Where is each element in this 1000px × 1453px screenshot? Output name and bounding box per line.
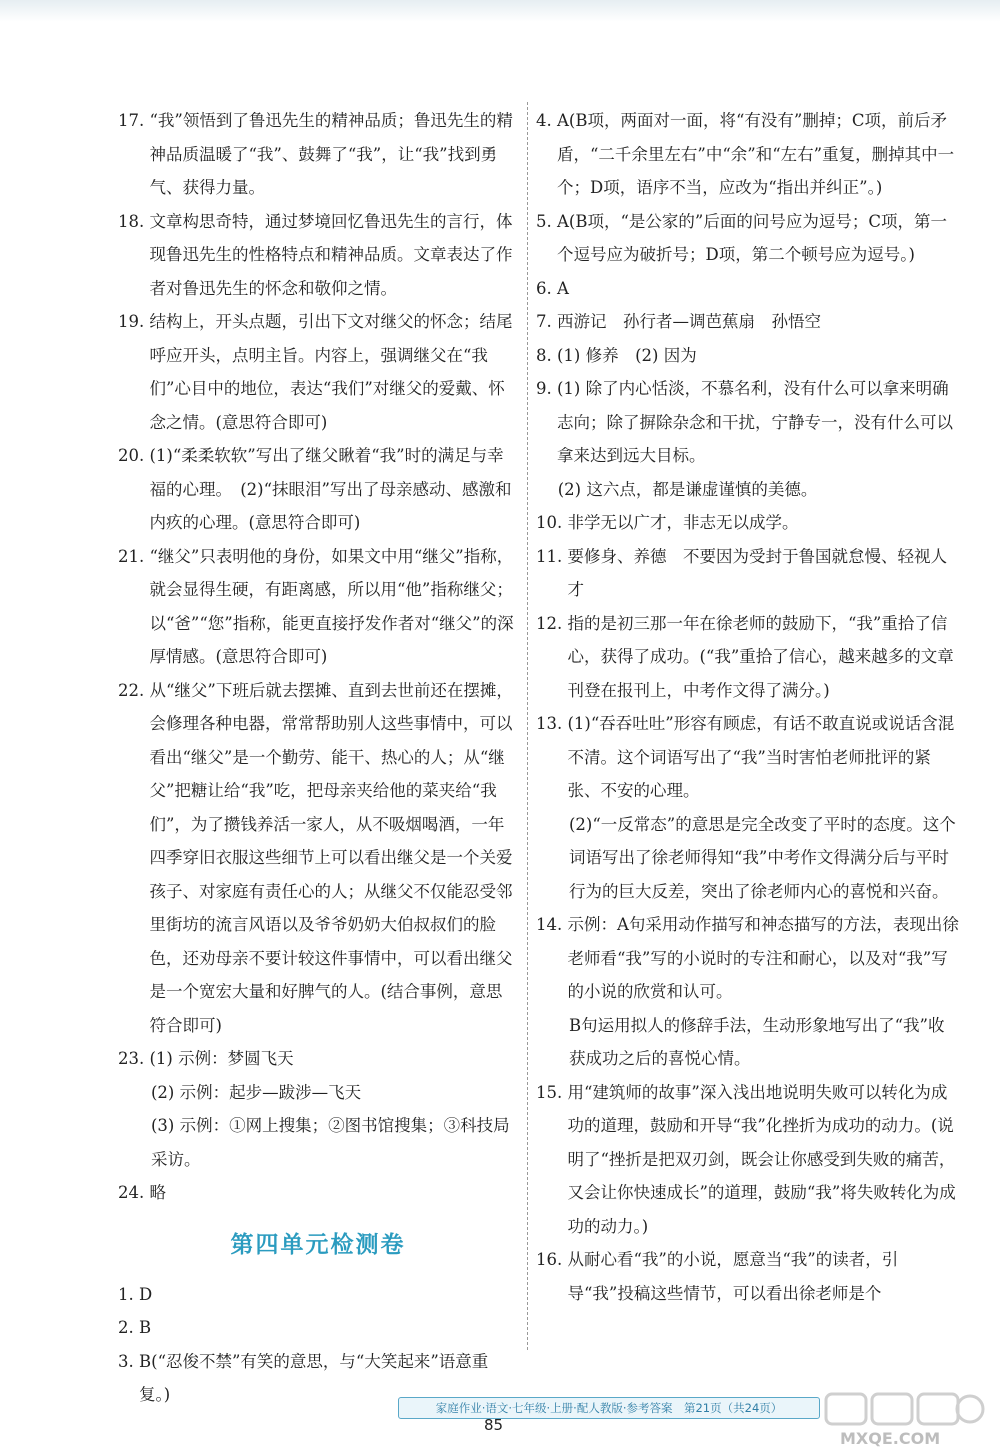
answer-number: 21. xyxy=(118,546,150,566)
answer-text: (1) 示例：梦圆飞天 xyxy=(149,1049,294,1068)
section-title: 第四单元检测卷 xyxy=(230,1231,406,1258)
answer-number: 7. xyxy=(536,312,557,331)
answer-item xyxy=(536,372,960,473)
answer-item xyxy=(118,1076,518,1110)
answer-item xyxy=(536,808,960,909)
answer-number: 1. xyxy=(118,1284,139,1304)
answer-item xyxy=(118,1311,518,1345)
answer-item xyxy=(118,674,518,1043)
answer-item xyxy=(536,540,960,607)
answer-number: 19. xyxy=(118,312,150,331)
answer-text: “我”领悟到了鲁迅先生的精神品质；鲁迅先生的精神品质温暖了“我”、鼓舞了“我”，让“我”找到勇气、获得力量。 xyxy=(149,111,513,197)
watermark-logo xyxy=(820,1390,990,1450)
answer-item xyxy=(118,540,518,674)
answer-text: 用“建筑师的故事”深入浅出地说明失败可以转化为成功的道理，鼓励和开导“我”化挫折为成功的动力。(说明了“挫折是把双刃剑，既会让你感受到失败的痛苦，又会让你快速成长”的道理，鼓励“我”将失败转化为成功的动力。) xyxy=(567,1082,956,1236)
left-column xyxy=(118,104,518,1412)
answer-text: (1) 除了内心恬淡，不慕名利，没有什么可以拿来明确志向；除了摒除杂念和干扰，宁静专一，没有什么可以拿来达到远大目标。 xyxy=(557,379,953,465)
answer-number: 2. xyxy=(118,1318,139,1337)
answer-item xyxy=(536,272,960,306)
answer-text: 文章构思奇特，通过梦境回忆鲁迅先生的言行，体现鲁迅先生的性格特点和精神品质。文章表达了作者对鲁迅先生的怀念和敬仰之情。 xyxy=(149,211,513,298)
answer-item xyxy=(536,1076,960,1244)
answer-text: 略 xyxy=(149,1183,166,1202)
answer-item xyxy=(536,473,960,507)
answer-item xyxy=(536,205,960,272)
answer-number: 9. xyxy=(536,379,557,398)
answer-text: A(B项，“是公家的”后面的问号应为逗号；C项，第一个逗号应为破折号；D项，第二个顿号应为逗号。) xyxy=(557,211,947,264)
answer-number xyxy=(536,473,558,507)
answer-item xyxy=(118,1176,518,1210)
answer-number xyxy=(536,808,569,909)
answer-text: (3) 示例：①网上搜集；②图书馆搜集；③科技局采访。 xyxy=(151,1116,510,1169)
answer-number xyxy=(536,1009,569,1076)
answer-text: B xyxy=(139,1318,152,1337)
svg-text:MXQE.COM: MXQE.COM xyxy=(840,1429,941,1448)
answer-text: A xyxy=(557,278,569,298)
answer-item xyxy=(118,305,518,439)
answer-number: 17. xyxy=(118,111,150,130)
page-number: 85 xyxy=(484,1416,504,1434)
answer-text: 从“继父”下班后就去摆摊、直到去世前还在摆摊，会修理各种电器，常常帮助别人这些事情中，可以看出“继父”是一个勤劳、能干、热心的人；从“继父”把糖让给“我”吃，把母亲夹给他的菜夹给“我们”，为了攒钱养活一家人，从不吸烟喝酒，一年四季穿旧衣服这些细节上可以看出继父是一个关爱孩子、对家庭有责任心的人；从继父不仅能忍受邻里街坊的流言风语以及爷爷奶奶大伯叔叔们的脸色，还劝母亲不要计较这件事情中，可以看出继父是一个宽宏大量和好脾气的人。(结合事例，意思符合即可) xyxy=(149,680,513,1035)
answer-number: 12. xyxy=(536,613,568,633)
answer-number: 14. xyxy=(536,915,568,934)
answer-text: “继父”只表明他的身份，如果文中用“继父”指称，就会显得生硬，有距离感，所以用“他”指称继父；以“爸”“您”指称，能更直接抒发作者对“继父”的深厚情感。(意思符合即可) xyxy=(149,546,514,666)
answer-item xyxy=(536,1243,960,1310)
answer-number: 16. xyxy=(536,1250,568,1269)
answer-text: 西游记 孙行者—调芭蕉扇 孙悟空 xyxy=(557,312,821,331)
answer-text: 非学无以广才，非志无以成学。 xyxy=(567,513,799,532)
answer-text: A(B项，两面对一面，将“有没有”删掉；C项，前后矛盾，“二千余里左右”中“余”和“左右”重复，删掉其中一个；D项，语序不当，应改为“指出并纠正”。) xyxy=(557,111,955,197)
answer-item xyxy=(536,707,960,808)
answer-number: 23. xyxy=(118,1049,150,1068)
answer-number: 18. xyxy=(118,211,150,231)
answer-item xyxy=(536,506,960,540)
answer-text: 要修身、养德 不要因为受封于鲁国就怠慢、轻视人才 xyxy=(567,546,947,599)
answer-text: (1)“柔柔软软”写出了继父瞅着“我”时的满足与幸福的心理。 (2)“抹眼泪”写出了母亲感动、感激和内疚的心理。(意思符合即可) xyxy=(149,446,512,532)
column-divider xyxy=(527,102,528,1350)
answer-item xyxy=(118,104,518,205)
answer-item xyxy=(118,1278,518,1312)
answer-item xyxy=(118,1109,518,1176)
answer-number xyxy=(118,1109,151,1176)
answer-item xyxy=(536,339,960,373)
answer-text: B句运用拟人的修辞手法，生动形象地写出了“我”收获成功之后的喜悦心情。 xyxy=(569,1015,945,1068)
scan-top-band xyxy=(0,0,1000,22)
answer-item xyxy=(536,305,960,339)
footer-banner: 家庭作业·语文·七年级·上册·配人教版·参考答案 第21页（共24页） xyxy=(398,1397,820,1419)
answer-number: 15. xyxy=(536,1082,568,1102)
answer-text: 指的是初三那一年在徐老师的鼓励下，“我”重拾了信心，获得了成功。(“我”重拾了信心，越来越多的文章刊登在报刊上，中考作文得了满分。) xyxy=(567,613,954,700)
answer-number: 5. xyxy=(536,211,557,231)
answer-item xyxy=(536,104,960,205)
answer-number: 3. xyxy=(118,1351,139,1371)
answer-item xyxy=(536,908,960,1009)
answer-number: 22. xyxy=(118,680,150,700)
answer-text: (2) 示例：起步—跋涉—飞天 xyxy=(151,1082,362,1102)
answer-number: 13. xyxy=(536,714,568,733)
answer-text: (2)“一反常态”的意思是完全改变了平时的态度。这个词语写出了徐老师得知“我”中考作文得满分后与平时行为的巨大反差，突出了徐老师内心的喜悦和兴奋。 xyxy=(569,814,956,901)
answer-number: 10. xyxy=(536,513,568,532)
answer-text: D xyxy=(139,1284,153,1304)
answer-text: B(“忍俊不禁”有笑的意思，与“大笑起来”语意重复。) xyxy=(139,1351,489,1404)
answer-text: 从耐心看“我”的小说，愿意当“我”的读者，引导“我”投稿这些情节，可以看出徐老师是个 xyxy=(567,1250,899,1303)
right-column xyxy=(536,104,960,1310)
answer-number: 11. xyxy=(536,546,568,566)
answer-item xyxy=(536,1009,960,1076)
answer-item xyxy=(118,439,518,540)
answer-text: (1)“吞吞吐吐”形容有顾虑，有话不敢直说或说话含混不清。这个词语写出了“我”当时害怕老师批评的紧张、不安的心理。 xyxy=(567,714,955,800)
answer-text: (2) 这六点，都是谦虚谨慎的美德。 xyxy=(557,479,818,499)
answer-number xyxy=(118,1076,151,1110)
answer-number: 24. xyxy=(118,1183,150,1202)
answer-item xyxy=(118,205,518,306)
answer-number: 8. xyxy=(536,345,557,365)
answer-number: 6. xyxy=(536,278,557,298)
answer-item xyxy=(118,1042,518,1076)
answer-text: (1) 修养 (2) 因为 xyxy=(557,345,697,365)
answer-item xyxy=(536,607,960,708)
answer-text: 结构上，开头点题，引出下文对继父的怀念；结尾呼应开头，点明主旨。内容上，强调继父在“我们”心目中的地位，表达“我们”对继父的爱戴、怀念之情。(意思符合即可) xyxy=(149,312,513,432)
answer-text: 示例：A句采用动作描写和神态描写的方法，表现出徐老师看“我”写的小说时的专注和耐心，以及对“我”写的小说的欣赏和认可。 xyxy=(567,915,959,1001)
answer-number: 20. xyxy=(118,446,150,465)
answer-number: 4. xyxy=(536,111,557,130)
